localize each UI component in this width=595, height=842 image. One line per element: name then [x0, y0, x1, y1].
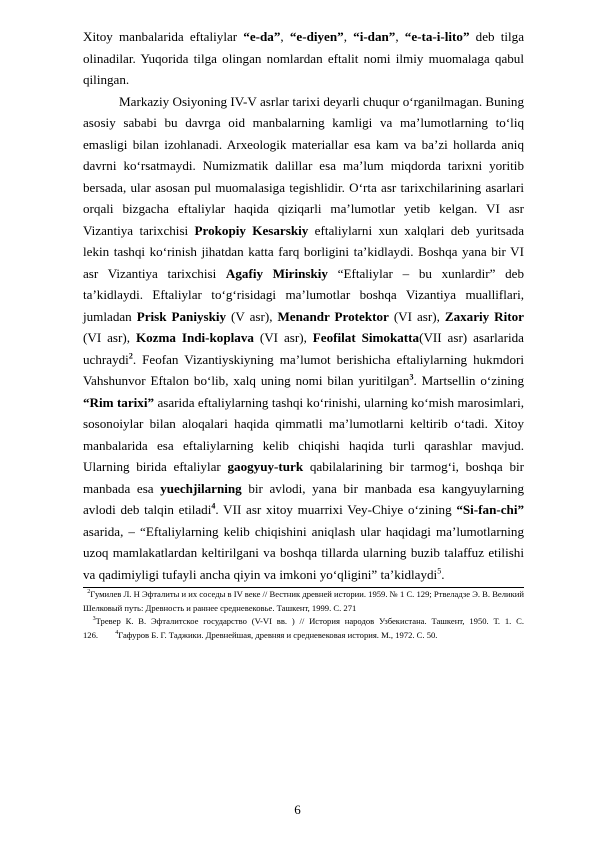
title-si-fan-chi: “Si-fan-chi” [456, 502, 524, 517]
text-run: qabilalarining bir tarmog‘i, boshqa bir manbada esa [83, 459, 524, 496]
footnote-text: Гафуров Б. Г. Таджики. Древнейшая, древняя и средневековая история. М., 1972. С. 50. [118, 629, 438, 640]
term-ediyen: “e-diyen” [289, 29, 344, 44]
name-prokopiy: Prokopiy Kesarskiy [194, 222, 309, 238]
text-run: “Eftaliylar – bu xunlardir” deb ta’kidlaydi. Eftaliylar to‘g‘risidagi ma’lumotlar boshqa Vizantiya mualliflari, jumladan [83, 265, 524, 324]
name-zaxariy: Zaxariy Ritor [444, 308, 524, 324]
footnote-ref-5: 5 [437, 566, 442, 576]
text-run: Xitoy manbalarida eftaliylar [83, 29, 244, 44]
text-run: eftaliylarni xun xalqlari deb yuritsada lekin tashqi ko‘rinish jihatdan katta farq borligini ta’kidlaydi. Boshqa yana bir VI asr Vizantiya tarixchisi [83, 222, 525, 281]
text-run: deb tilga olinadilar. Yuqorida tilga olingan nomlardan eftalit nomi ilmiy muomalaga qabul qilingan. [83, 29, 525, 87]
term-yuechjilarning: yuechjilarning [160, 480, 242, 496]
text-run: bir avlodi, yana bir manbada esa kangyuylarning avlodi deb talqin etiladi [83, 480, 524, 517]
footnote-2 [83, 588, 524, 615]
text-run: . Martsellin o‘zining [413, 373, 524, 388]
text-run: . VII asr xitoy muarrixi Vey-Chiye o‘zining [215, 502, 457, 517]
footnote-ref-3: 3 [409, 372, 414, 382]
text-run: (VII asr) asarlarida uchraydi [83, 330, 524, 367]
main-paragraph [83, 91, 524, 586]
name-agafiy: Agafiy Mirinskiy [225, 265, 328, 281]
text-run: asarida eftaliylarning tashqi ko‘rinishi, ularning ko‘mish marosimlari, sosonoiylar bilan aloqalari haqida qimmatli ma’lumotlarni keltirib o‘tadi. Xitoy manbalarida esa eftaliylarning kelib chiqishi haqida turli qarashlar mavjud. Ularning birida eftaliylar [83, 394, 524, 474]
text-run: (VI asr), [253, 330, 313, 345]
title-rim-tarixi: “Rim tarixi” [83, 394, 155, 410]
text-run: (VI asr), [83, 330, 136, 345]
footnote-mark: 2 [87, 589, 91, 596]
footnote-3-4 [83, 615, 524, 642]
footnote-text: Гумилев Л. Н Эфталиты и их соседы в IV веке // Вестник древней истории. 1959. № 1 С. 129; Ртвеладзе Э. В. Великий Шелковый путь: Древность и раннее средневековье. Ташкент, 1999. С. 271 [83, 589, 525, 613]
term-eda: “e-da” [243, 29, 281, 44]
term-idan: “i-dan” [353, 29, 396, 44]
footnote-ref-2: 2 [128, 351, 133, 361]
intro-paragraph: Xitoy manbalarida eftaliylar “e-da”, “e-diyen”, “i-dan”, “e-ta-i-lito” deb tilga olinadilar. Yuqorida tilga olingan nomlardan eftalit nomi ilmiy muomalaga qabul qilingan. [83, 29, 525, 87]
footnote-mark: 3 [92, 616, 96, 623]
text-run: (VI asr), [388, 308, 445, 324]
footnote-ref-4: 4 [211, 501, 216, 511]
name-menandr: Menandr Protektor [277, 308, 389, 324]
term-gaogyuy-turk: gaogyuy-turk [227, 459, 304, 474]
document-page [83, 26, 524, 642]
text-run: asarida, – “Eftaliylarning kelib chiqishini aniqlash ular haqidagi ma’lumotlarning uzoq mamlakatlardan keltirilgani va boshqa tillarda ularning buzib talaffuz etilishi va qadimiyligi tufayli ancha qiyin va imkoni yo‘qligini” ta’kidlaydi [83, 523, 524, 582]
text-run: . Feofan Vizantiyskiyning ma’lumot berishicha eftaliylarning hukmdori Vahshunvor Eftalon bo‘lib, xalq uning nomi bilan yuritilgan [83, 351, 524, 388]
footnote-text: Тревер К. В. Эфталитское государство (V-VI вв. ) // История народов Узбекистана. Ташкент, 1950. Т. 1. С. 126. [83, 616, 524, 640]
name-feofilat: Feofilat Simokatta [312, 330, 420, 345]
name-prisk: Prisk Paniyskiy [136, 308, 227, 324]
text-run: Markaziy Osiyoning IV-V asrlar tarixi deyarli chuqur o‘rganilmagan. Buning asosiy sababi bu davrga oid manbalarning kamligi va ma’lumotlarning to‘liq emasligi bilan izohlanadi. Arxeologik materiallar esa kam va ba’zi hollarda aniq davrni ko‘rsatmaydi. Numizmatik dalillar esa ma’lum miqdorda tarixni yoritib bersada, ular asosan pul muomalasiga tegishlidir. O‘rta asr tarixchilarining asarlari orqali bizgacha eftaliylar haqida qiziqarli ma’lumotlar yetib kelgan. VI asr Vizantiya tarixchisi [83, 93, 524, 238]
text-run: . [441, 566, 445, 582]
name-kozma: Kozma Indi-koplava [135, 330, 254, 345]
text-run: (V asr), [226, 308, 278, 324]
footnote-mark: 4 [115, 629, 119, 636]
term-etailito: “e-ta-i-lito” [404, 29, 470, 44]
page-number: 6 [294, 802, 301, 817]
